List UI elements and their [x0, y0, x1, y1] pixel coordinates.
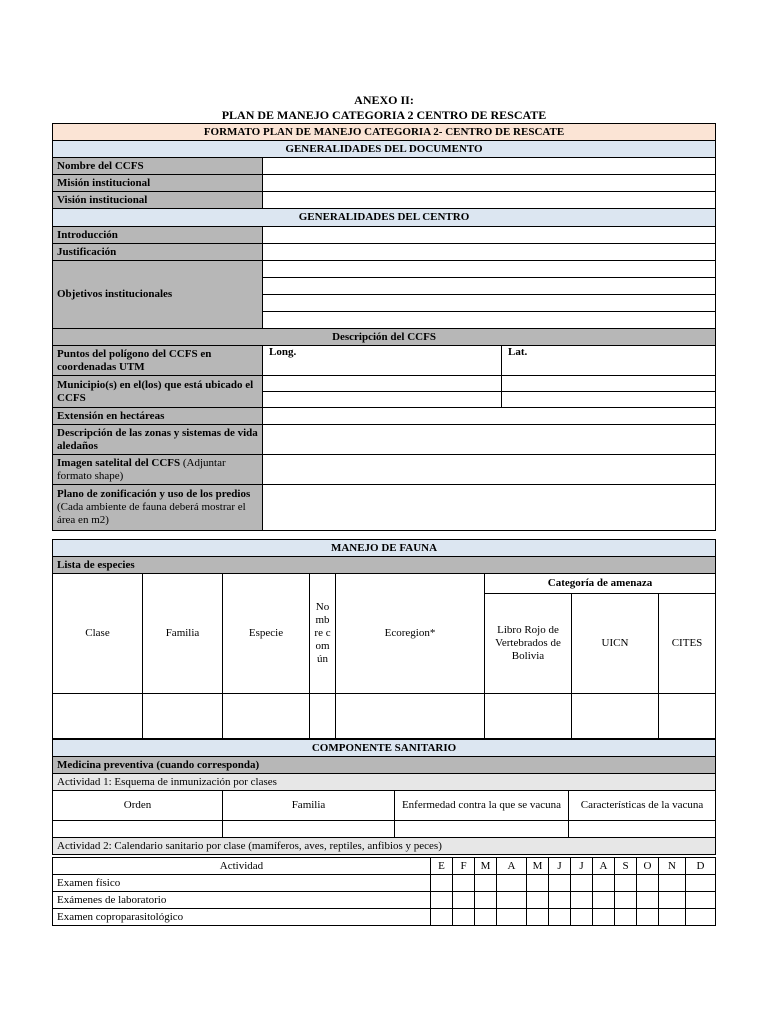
- row-label-vision: Visión institucional: [53, 192, 263, 209]
- cal-cell[interactable]: [571, 909, 593, 926]
- general-table: [52, 123, 716, 531]
- field-municipio-1a[interactable]: [263, 376, 502, 392]
- plano-label-bold: Plano de zonificación y uso de los predios: [57, 488, 251, 500]
- col-uicn: UICN: [572, 594, 659, 694]
- image-label-bold: Imagen satelital del CCFS: [57, 456, 181, 469]
- field-just[interactable]: [263, 244, 716, 261]
- row-label-mision: Misión institucional: [53, 175, 263, 192]
- field-plano[interactable]: [263, 485, 716, 531]
- month-nov: N: [659, 858, 686, 875]
- col-nombre-comun: Nombre común: [310, 574, 336, 694]
- field-long[interactable]: Long.: [263, 346, 502, 376]
- cal-cell[interactable]: [475, 909, 497, 926]
- col-familia-vac: Familia: [223, 791, 395, 821]
- cal-cell[interactable]: [475, 892, 497, 909]
- month-dec: D: [686, 858, 716, 875]
- cal-cell[interactable]: [453, 909, 475, 926]
- month-oct: O: [637, 858, 659, 875]
- field-vision[interactable]: [263, 192, 716, 209]
- col-clase: Clase: [53, 574, 143, 694]
- cal-cell[interactable]: [686, 875, 716, 892]
- cal-cell[interactable]: [686, 892, 716, 909]
- field-image[interactable]: [263, 455, 716, 485]
- cal-cell[interactable]: [686, 909, 716, 926]
- field-lat[interactable]: Lat.: [502, 346, 716, 376]
- col-actividad: Actividad: [53, 858, 431, 875]
- preventive-medicine-label: Medicina preventiva (cuando corresponda): [53, 757, 716, 774]
- col-familia: Familia: [143, 574, 223, 694]
- cal-cell[interactable]: [527, 892, 549, 909]
- sanitary-table: [52, 739, 716, 855]
- cell-familia-vac[interactable]: [223, 821, 395, 838]
- field-intro[interactable]: [263, 227, 716, 244]
- field-municipio-2b[interactable]: [502, 392, 716, 408]
- activity-1-label: Actividad 1: Esquema de inmunización por clases: [53, 774, 716, 791]
- cal-cell[interactable]: [659, 892, 686, 909]
- page-title: PLAN DE MANEJO CATEGORIA 2 CENTRO DE RESCATE: [221, 108, 547, 122]
- col-especie: Especie: [223, 574, 310, 694]
- cal-cell[interactable]: [593, 909, 615, 926]
- format-title: FORMATO PLAN DE MANEJO CATEGORIA 2- CENTRO DE RESCATE: [53, 124, 716, 141]
- month-jun: J: [549, 858, 571, 875]
- field-objective-4[interactable]: [263, 312, 716, 329]
- cal-cell[interactable]: [453, 892, 475, 909]
- cal-cell[interactable]: [615, 909, 637, 926]
- field-mision[interactable]: [263, 175, 716, 192]
- cal-cell[interactable]: [659, 909, 686, 926]
- row-label-polygon: Puntos del polígono del CCFS en coordenadas UTM: [53, 346, 263, 376]
- field-objective-1[interactable]: [263, 261, 716, 278]
- col-orden: Orden: [53, 791, 223, 821]
- fauna-table: [52, 539, 716, 739]
- col-libro-rojo: Libro Rojo de Vertebrados de Bolivia: [485, 594, 572, 694]
- month-jul: J: [571, 858, 593, 875]
- field-zones[interactable]: [263, 425, 716, 455]
- cell-familia[interactable]: [143, 694, 223, 739]
- table-row: [53, 892, 716, 909]
- month-sep: S: [615, 858, 637, 875]
- row-label-image: [53, 455, 263, 485]
- cell-uicn[interactable]: [572, 694, 659, 739]
- row-label-nombre: Nombre del CCFS: [53, 158, 263, 175]
- cell-cites[interactable]: [659, 694, 716, 739]
- section-center: GENERALIDADES DEL CENTRO: [53, 209, 716, 227]
- section-ccfs: Descripción del CCFS: [53, 329, 716, 346]
- cal-cell[interactable]: [593, 892, 615, 909]
- cal-cell[interactable]: [497, 909, 527, 926]
- cell-clase[interactable]: [53, 694, 143, 739]
- cell-enfermedad[interactable]: [395, 821, 569, 838]
- cal-cell[interactable]: [571, 892, 593, 909]
- row-label-zones: Descripción de las zonas y sistemas de vida aledaños: [53, 425, 263, 455]
- row-label-just: Justificación: [53, 244, 263, 261]
- cal-cell[interactable]: [549, 875, 571, 892]
- cal-cell[interactable]: [659, 875, 686, 892]
- activity-examen-coproparasitologico: Examen coproparasitológico: [53, 909, 431, 926]
- row-label-intro: Introducción: [53, 227, 263, 244]
- row-label-objectives: Objetivos institucionales: [53, 261, 263, 329]
- table-row: [53, 909, 716, 926]
- month-aug: A: [593, 858, 615, 875]
- cal-cell[interactable]: [593, 875, 615, 892]
- cell-caracteristicas[interactable]: [569, 821, 716, 838]
- cell-orden[interactable]: [53, 821, 223, 838]
- cell-especie[interactable]: [223, 694, 310, 739]
- cal-cell[interactable]: [527, 875, 549, 892]
- row-label-municipio: Municipio(s) en el(los) que está ubicado el CCFS: [53, 376, 263, 408]
- col-enfermedad: Enfermedad contra la que se vacuna: [395, 791, 569, 821]
- cal-cell[interactable]: [497, 892, 527, 909]
- cal-cell[interactable]: [637, 875, 659, 892]
- row-label-plano: [53, 485, 263, 531]
- row-label-extension: Extensión en hectáreas: [53, 408, 263, 425]
- cal-cell[interactable]: [549, 892, 571, 909]
- cal-cell[interactable]: [637, 892, 659, 909]
- cal-cell[interactable]: [431, 892, 453, 909]
- month-feb: F: [453, 858, 475, 875]
- cal-cell[interactable]: [571, 875, 593, 892]
- cal-cell[interactable]: [497, 875, 527, 892]
- cal-cell[interactable]: [431, 875, 453, 892]
- threat-category-header: Categoría de amenaza: [485, 574, 716, 594]
- field-municipio-1b[interactable]: [502, 376, 716, 392]
- section-doc: GENERALIDADES DEL DOCUMENTO: [53, 141, 716, 158]
- activity-examenes-laboratorio: Exámenes de laboratorio: [53, 892, 431, 909]
- field-objective-3[interactable]: [263, 295, 716, 312]
- image-label-note: (Adjuntar formato shape): [57, 456, 226, 482]
- cal-cell[interactable]: [431, 909, 453, 926]
- field-extension[interactable]: [263, 408, 716, 425]
- col-ecoregion: Ecoregion*: [336, 574, 485, 694]
- cell-libro-rojo[interactable]: [485, 694, 572, 739]
- month-apr: A: [497, 858, 527, 875]
- cal-cell[interactable]: [615, 892, 637, 909]
- month-mar: M: [475, 858, 497, 875]
- cal-cell[interactable]: [527, 909, 549, 926]
- col-cites: CITES: [659, 594, 716, 694]
- annex-label: ANEXO II:: [354, 93, 414, 107]
- section-fauna: MANEJO DE FAUNA: [53, 540, 716, 557]
- table-row: [53, 875, 716, 892]
- activity-2-label: Actividad 2: Calendario sanitario por clase (mamíferos, aves, reptiles, anfibios y peces): [53, 838, 716, 855]
- cal-cell[interactable]: [549, 909, 571, 926]
- col-caracteristicas: Características de la vacuna: [569, 791, 716, 821]
- cell-nombre[interactable]: [310, 694, 336, 739]
- cal-cell[interactable]: [475, 875, 497, 892]
- field-objective-2[interactable]: [263, 278, 716, 295]
- field-nombre[interactable]: [263, 158, 716, 175]
- month-may: M: [527, 858, 549, 875]
- field-municipio-2a[interactable]: [263, 392, 502, 408]
- cal-cell[interactable]: [453, 875, 475, 892]
- cal-cell[interactable]: [637, 909, 659, 926]
- month-jan: E: [431, 858, 453, 875]
- section-sanitary: COMPONENTE SANITARIO: [53, 740, 716, 757]
- cal-cell[interactable]: [615, 875, 637, 892]
- activity-examen-fisico: Examen físico: [53, 875, 431, 892]
- species-list-label: Lista de especies: [53, 557, 716, 574]
- calendar-table: [52, 857, 716, 926]
- plano-label-note: (Cada ambiente de fauna deberá mostrar el área en m2): [57, 501, 246, 526]
- cell-ecoregion[interactable]: [336, 694, 485, 739]
